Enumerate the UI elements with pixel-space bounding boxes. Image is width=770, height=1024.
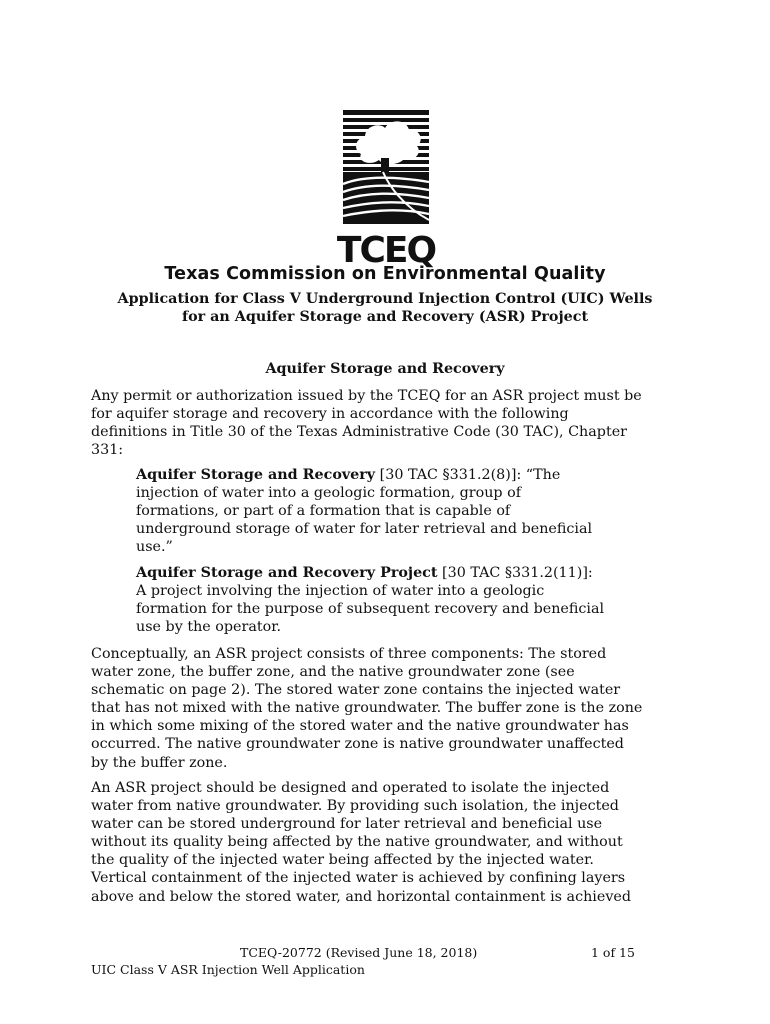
- organization-title: Texas Commission on Environmental Quality: [164, 264, 606, 284]
- application-title-line-1: Application for Class V Underground Injection Control (UIC) Wells: [117, 291, 653, 307]
- footer-form-title: UIC Class V ASR Injection Well Application: [91, 962, 365, 977]
- intro-line: definitions in Title 30 of the Texas Administrative Code (30 TAC), Chapter: [91, 424, 627, 441]
- footer-form-number: TCEQ-20772 (Revised June 18, 2018): [240, 945, 478, 960]
- concept-paragraph: [91, 645, 685, 772]
- definition-citation: [30 TAC §331.2(8)]: “The: [375, 467, 561, 483]
- design-paragraph: [91, 779, 685, 906]
- definition-term: Aquifer Storage and Recovery: [136, 467, 376, 483]
- paragraph-line: that has not mixed with the native groundwater. The buffer zone is the zone: [91, 700, 643, 717]
- paragraph-line: the quality of the injected water being affected by the injected water.: [91, 852, 594, 869]
- footer-page-number: 1 of 15: [591, 945, 635, 960]
- definition-asr: [136, 466, 636, 556]
- paragraph-line: occurred. The native groundwater zone is native groundwater unaffected: [91, 736, 624, 753]
- definition-line: injection of water into a geologic formation, group of: [136, 485, 522, 502]
- paragraph-line: An ASR project should be designed and operated to isolate the injected: [91, 780, 610, 796]
- paragraph-line: in which some mixing of the stored water and the native groundwater has: [91, 718, 629, 735]
- intro-paragraph: [91, 387, 681, 459]
- definition-line: use by the operator.: [136, 619, 282, 636]
- definition-line: use.”: [136, 539, 173, 556]
- definition-first-line: [136, 564, 636, 582]
- definition-asr-project: [136, 564, 636, 636]
- definition-first-line: [136, 466, 636, 484]
- definition-citation: [30 TAC §331.2(11)]:: [437, 565, 593, 581]
- intro-line: 331:: [91, 442, 124, 459]
- definition-term: Aquifer Storage and Recovery Project: [136, 565, 438, 581]
- paragraph-line: schematic on page 2). The stored water zone contains the injected water: [91, 682, 621, 699]
- paragraph-line: Vertical containment of the injected water is achieved by confining layers: [91, 870, 626, 887]
- paragraph-line: water from native groundwater. By providing such isolation, the injected: [91, 798, 619, 815]
- tceq-logo: [336, 110, 436, 271]
- definition-line: underground storage of water for later retrieval and beneficial: [136, 521, 593, 538]
- paragraph-line: Conceptually, an ASR project consists of three components: The stored: [91, 646, 607, 662]
- application-title-line-2: for an Aquifer Storage and Recovery (ASR) Project: [181, 309, 589, 325]
- svg-text:TCEQ: TCEQ: [336, 230, 436, 271]
- paragraph-line: without its quality being affected by the native groundwater, and without: [91, 834, 623, 851]
- definition-line: formations, or part of a formation that is capable of: [136, 503, 511, 520]
- paragraph-line: by the buffer zone.: [91, 754, 228, 771]
- paragraph-line: water can be stored underground for later retrieval and beneficial use: [91, 816, 603, 833]
- paragraph-line: water zone, the buffer zone, and the native groundwater zone (see: [91, 664, 575, 681]
- tceq-logo-graphic: [336, 110, 436, 271]
- section-heading: Aquifer Storage and Recovery: [265, 361, 505, 377]
- intro-line: for aquifer storage and recovery in accordance with the following: [91, 406, 569, 423]
- definition-line: A project involving the injection of water into a geologic: [136, 583, 545, 600]
- definition-line: formation for the purpose of subsequent recovery and beneficial: [136, 601, 605, 618]
- intro-line: Any permit or authorization issued by the TCEQ for an ASR project must be: [91, 388, 642, 404]
- paragraph-line: above and below the stored water, and horizontal containment is achieved: [91, 888, 632, 905]
